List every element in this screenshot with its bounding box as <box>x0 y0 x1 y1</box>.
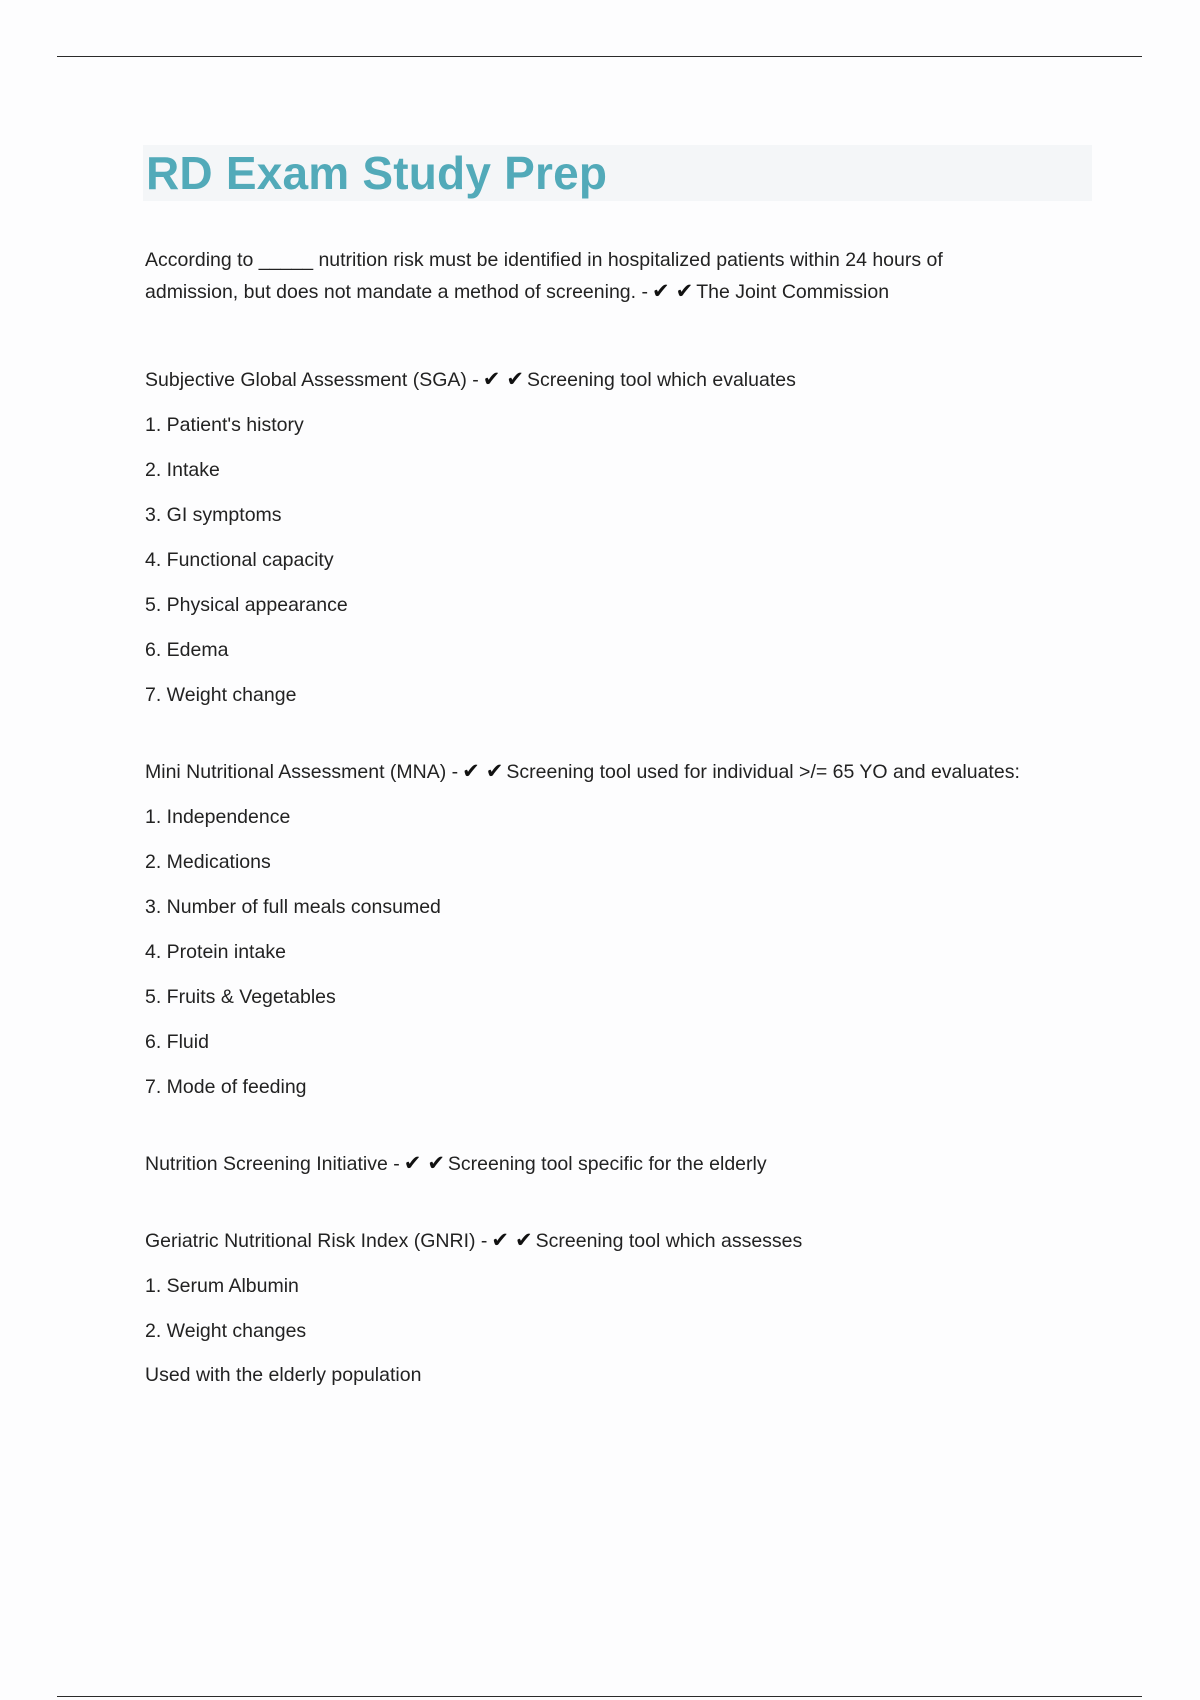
list-item: 7. Weight change <box>145 684 297 706</box>
double-check-icon <box>483 364 526 396</box>
card-question <box>145 1225 1095 1257</box>
check-icon: ✔ <box>651 280 670 303</box>
intro-question-line-2 <box>145 276 1095 308</box>
check-icon: ✔ <box>491 1229 510 1252</box>
card-answer: Screening tool used for individual >/= 65 YO and evaluates: <box>506 761 1020 783</box>
double-check-icon <box>462 756 505 788</box>
double-check-icon <box>404 1148 447 1180</box>
intro-card <box>145 244 1095 308</box>
card-answer: Screening tool which evaluates <box>527 369 796 391</box>
top-rule <box>57 56 1142 57</box>
card-nsi <box>145 1148 1095 1180</box>
list-item: 3. GI symptoms <box>145 504 282 526</box>
card-term: Subjective Global Assessment (SGA) - <box>145 369 479 391</box>
card-note: Used with the elderly population <box>145 1364 422 1386</box>
check-icon: ✔ <box>506 368 525 391</box>
card-gnri <box>145 1225 1095 1391</box>
card-answer: Screening tool which assesses <box>535 1230 803 1252</box>
check-icon: ✔ <box>675 280 694 303</box>
card-question <box>145 756 1095 788</box>
card-sga <box>145 364 1095 711</box>
intro-answer: The Joint Commission <box>696 281 890 303</box>
list-item: 4. Protein intake <box>145 941 286 963</box>
card-term: Nutrition Screening Initiative - <box>145 1153 400 1175</box>
bottom-rule <box>57 1696 1142 1697</box>
double-check-icon <box>491 1225 534 1257</box>
list-item: 7. Mode of feeding <box>145 1076 307 1098</box>
list-item: 1. Serum Albumin <box>145 1275 299 1297</box>
list-item: 2. Medications <box>145 851 271 873</box>
list-item: 5. Physical appearance <box>145 594 348 616</box>
page-title: RD Exam Study Prep <box>146 147 608 199</box>
intro-question-text: admission, but does not mandate a method of screening. - <box>145 281 648 303</box>
check-icon: ✔ <box>482 368 501 391</box>
list-item: 4. Functional capacity <box>145 549 334 571</box>
card-question <box>145 364 1095 396</box>
check-icon: ✔ <box>485 760 504 783</box>
check-icon: ✔ <box>403 1152 422 1175</box>
check-icon: ✔ <box>427 1152 445 1175</box>
card-question <box>145 1148 1095 1180</box>
card-term: Mini Nutritional Assessment (MNA) - <box>145 761 459 783</box>
intro-question-line-1: According to _____ nutrition risk must be identified in hospitalized patients within 24 hours of <box>145 249 943 271</box>
card-term: Geriatric Nutritional Risk Index (GNRI) - <box>145 1230 488 1252</box>
list-item: 1. Independence <box>145 806 291 828</box>
check-icon: ✔ <box>462 760 480 783</box>
list-item: 6. Fluid <box>145 1031 209 1053</box>
list-item: 2. Intake <box>145 459 220 481</box>
card-answer: Screening tool specific for the elderly <box>447 1153 767 1175</box>
card-mna <box>145 756 1095 1103</box>
list-item: 3. Number of full meals consumed <box>145 896 441 918</box>
list-item: 1. Patient's history <box>145 414 304 436</box>
list-item: 2. Weight changes <box>145 1320 307 1342</box>
document-body <box>145 244 1095 1391</box>
list-item: 6. Edema <box>145 639 229 661</box>
double-check-icon <box>652 276 695 308</box>
check-icon: ✔ <box>515 1229 533 1252</box>
list-item: 5. Fruits & Vegetables <box>145 986 336 1008</box>
